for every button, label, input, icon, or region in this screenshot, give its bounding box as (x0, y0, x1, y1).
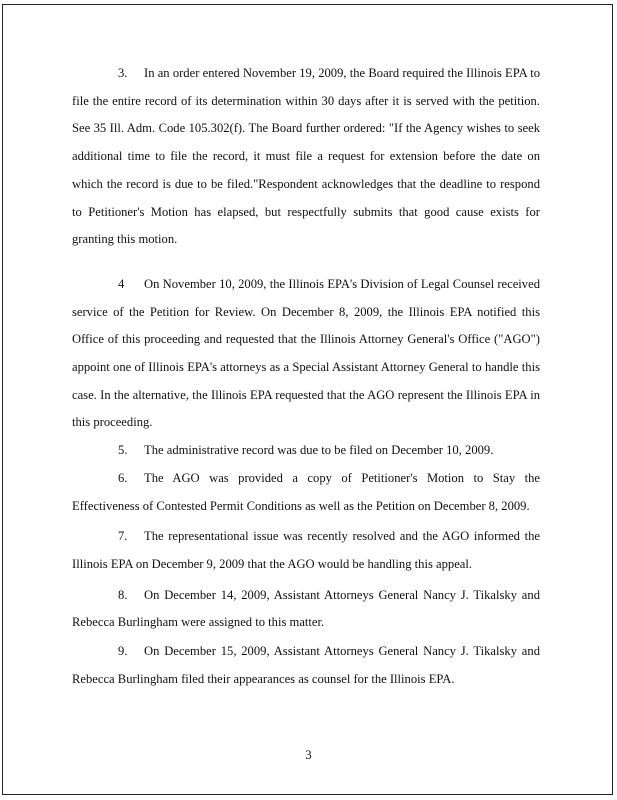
paragraph-5 (72, 437, 540, 465)
paragraph-6 (72, 465, 540, 520)
paragraph-number: 7. (118, 529, 128, 544)
paragraph-text: The representational issue was recently resolved and the AGO informed the Illinois EPA on December 9, 2009 that the AGO would be handling this appeal. (72, 529, 540, 571)
paragraph-text: On November 10, 2009, the Illinois EPA's Division of Legal Counsel received service of the Petition for Review. On December 8, 2009, the Illinois EPA notified this Office of this proceeding and requested that the Illinois Attorney General's Office ("AGO") appoint one of Illinois EPA's attorneys as a Special Assistant Attorney General to handle this case. In the alternative, the Illinois EPA requested that the AGO represent the Illinois EPA in this proceeding. (72, 276, 540, 430)
paragraph-number: 6. (118, 470, 128, 485)
paragraph-number: 8. (118, 587, 128, 602)
paragraph-3 (72, 60, 540, 254)
paragraph-9 (72, 638, 540, 693)
document-body (72, 60, 540, 693)
paragraph-text: On December 14, 2009, Assistant Attorneys General Nancy J. Tikalsky and Rebecca Burlingham were assigned to this matter. (72, 587, 540, 630)
paragraph-text: On December 15, 2009, Assistant Attorneys General Nancy J. Tikalsky and Rebecca Burlingham filed their appearances as counsel for the Illinois EPA. (72, 644, 540, 686)
paragraph-text: The administrative record was due to be filed on December 10, 2009. (144, 443, 494, 458)
paragraph-number: 4 (118, 276, 125, 291)
paragraph-number: 3. (118, 66, 128, 80)
paragraph-text: In an order entered November 19, 2009, the Board required the Illinois EPA to file the entire record of its determination within 30 days after it is served with the petition. See 35 Ill. Adm. Code 105.302(f). The Board further ordered: "If the Agency wishes to seek additional time to file the record, it must file a request for extension before the date on which the record is due to be filed."Respondent acknowledges that the deadline to respond to Petitioner's Motion has elapsed, but respectfully submits that good cause exists for granting this motion. (72, 66, 540, 247)
paragraph-7 (72, 523, 540, 578)
paragraph-text: The AGO was provided a copy of Petitioner's Motion to Stay the Effectiveness of Contested Permit Conditions as well as the Petition on December 8, 2009. (72, 470, 540, 513)
paragraph-number: 5. (118, 443, 128, 458)
page-number: 3 (305, 748, 312, 762)
paragraph-8 (72, 582, 540, 637)
paragraph-number: 9. (118, 644, 128, 659)
paragraph-4 (72, 271, 540, 437)
